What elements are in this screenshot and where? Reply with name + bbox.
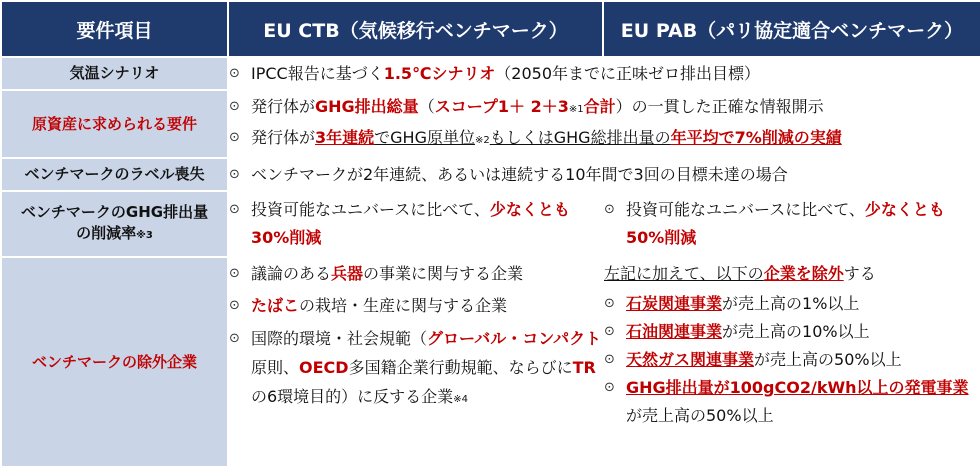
bullet-icon: ⊙ [229,130,240,145]
cell-pab-reduction: ⊙ 投資可能なユニバースに比べて、少なくとも50%削減 [603,191,980,257]
bullet-icon: ⊙ [604,296,615,311]
row-temperature-scenario [1,57,980,90]
cell-label-loss: ⊙ ベンチマークが2年連続、あるいは連続する10年間で3回の目標未達の場合 [228,158,980,191]
label-benchmark-label-loss: ベンチマークのラベル喪失 [1,158,228,191]
header-row [1,1,980,57]
label-underlying-requirements: 原資産に求められる要件 [1,90,228,158]
bullet-icon: ⊙ [604,352,615,367]
label-temperature-scenario: 気温シナリオ [1,57,228,90]
header-eu-pab: EU PAB（パリ協定適合ベンチマーク） [603,1,980,57]
cell-ctb-reduction: ⊙ 投資可能なユニバースに比べて、少なくとも30%削減 [228,191,603,257]
bullet-icon: ⊙ [604,324,615,339]
bullet-icon: ⊙ [604,202,615,217]
bullet-icon: ⊙ [229,202,240,217]
label-ghg-reduction: ベンチマークのGHG排出量 の削減率※3 [1,191,228,257]
header-requirement-item: 要件項目 [1,1,228,57]
row-underlying-requirements [1,90,980,158]
cell-ctb-exclusions: ⊙ 議論のある兵器の事業に関与する企業 ⊙ たばこの栽培・生産に関与する企業 ⊙ 国際的環境・社会規範（グローバル・コンパクト原則、OECD多国籍企業行動規範、ならびにTRの6環境目的）に反する企業※4 [228,257,603,467]
bullet-icon: ⊙ [229,266,240,281]
bullet-icon: ⊙ [229,65,240,81]
cell-pab-exclusions: 左記に加えて、以下の企業を除外する ⊙ 石炭関連事業が売上高の1%以上 ⊙ 石油関連事業が売上高の10%以上 ⊙ 天然ガス関連事業が売上高の50%以上 ⊙ GHG排出量が100gCO2/kWh以上の発電事業が売上高の50%以上 [603,257,980,467]
pab-exclusion-intro: 左記に加えて、以下の企業を除外する [604,264,876,283]
row-label-loss [1,158,980,191]
header-eu-ctb: EU CTB（気候移行ベンチマーク） [228,1,603,57]
row-ghg-reduction [1,191,980,257]
bullet-icon: ⊙ [229,298,240,313]
cell-underlying-requirements: ⊙ 発行体がGHG排出総量（スコープ1＋ 2＋3※1合計）の一貫した正確な情報開示 ⊙ 発行体が3年連続でGHG原単位※2もしくはGHG総排出量の年平均で7%削減の実績 [228,90,980,158]
bullet-icon: ⊙ [229,99,240,114]
bullet-icon: ⊙ [229,166,240,182]
row-exclusions [1,257,980,467]
cell-temperature-scenario: ⊙ IPCC報告に基づく1.5℃シナリオ（2050年までに正味ゼロ排出目標） [228,57,980,90]
bullet-icon: ⊙ [604,380,615,395]
label-exclusions: ベンチマークの除外企業 [1,257,228,467]
bullet-icon: ⊙ [229,331,240,346]
